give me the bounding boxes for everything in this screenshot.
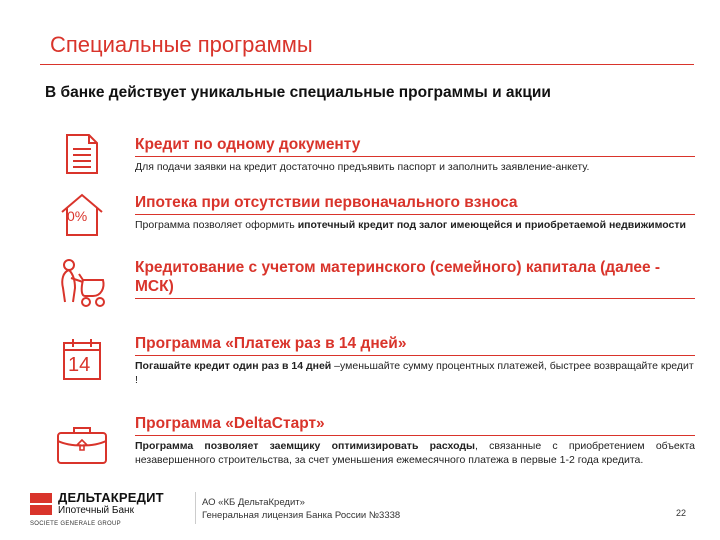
footer-org-name: АО «КБ ДельтаКредит» [202, 497, 305, 508]
mother-stroller-icon [55, 258, 111, 308]
logo-subtitle: Ипотечный Банк [58, 505, 134, 516]
briefcase-icon [56, 425, 108, 465]
zero-percent-house-icon [58, 192, 106, 238]
page-subtitle: В банке действует уникальные специальные программы и акции [45, 84, 551, 101]
program-description: Программа позволяет заемщику оптимизировать расходы, связанные с приобретением объекта незавершенного строительства, за счет уменьшения ежемесячного платежа в первые 1-2 года кредита. [135, 440, 695, 466]
program-title: Программа «DeltaСтарт» [135, 414, 695, 436]
program-item [135, 334, 695, 387]
calendar-day-label: 14 [68, 354, 91, 376]
program-title: Программа «Платеж раз в 14 дней» [135, 334, 695, 356]
footer-org-info [202, 496, 400, 522]
program-item [135, 193, 695, 233]
page-title: Специальные программы [50, 32, 313, 57]
document-icon [65, 133, 99, 175]
calendar-14-icon [62, 337, 102, 381]
zero-percent-label: 0% [67, 208, 88, 224]
logo-name: ДЕЛЬТАКРЕДИТ [58, 490, 164, 505]
page-number: 22 [676, 508, 687, 518]
program-title: Кредитование с учетом материнского (семейного) капитала (далее - МСК) [135, 258, 695, 299]
program-item [135, 414, 695, 467]
footer-divider [195, 492, 196, 524]
program-description: Программа позволяет оформить ипотечный кредит под залог имеющейся и приобретаемой недвижимости [135, 219, 686, 231]
program-description: Для подачи заявки на кредит достаточно предъявить паспорт и заполнить заявление-анкету. [135, 161, 590, 173]
logo-group: SOCIETE GENERALE GROUP [30, 521, 121, 527]
logo-mark [30, 493, 52, 515]
program-title: Кредит по одному документу [135, 135, 695, 157]
program-item [135, 135, 695, 175]
program-title: Ипотека при отсутствии первоначального взноса [135, 193, 695, 215]
title-divider [40, 64, 694, 65]
footer-license: Генеральная лицензия Банка России №3338 [202, 510, 401, 521]
program-description: Погашайте кредит один раз в 14 дней –уменьшайте сумму процентных платежей, быстрее возвращайте кредит ! [135, 360, 694, 386]
program-item [135, 258, 695, 299]
